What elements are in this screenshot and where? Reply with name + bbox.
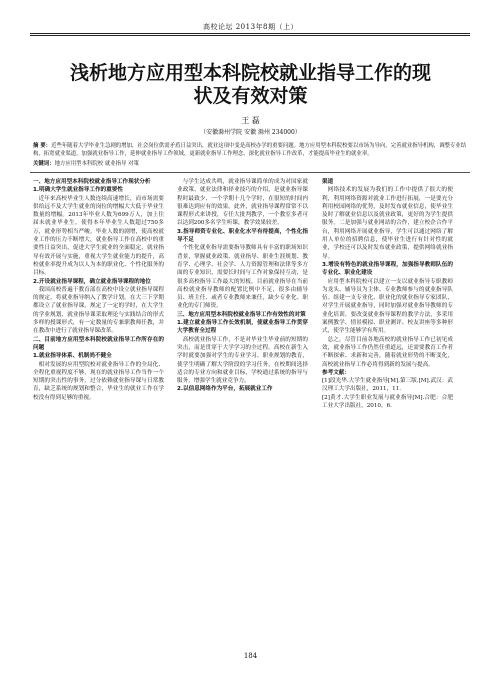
abstract-label: 摘 要： [33, 143, 52, 149]
abstract [33, 142, 471, 158]
header-rule [30, 33, 470, 34]
subsection-heading: 3.增设有特色的就业指导课程，加强指导教师队伍的专业化、职业化建设 [322, 261, 453, 277]
article-title-line1: 浅析地方应用型本科院校就业指导工作的现 [69, 62, 431, 84]
paragraph: 个性化就业指导需要指导教师具有丰富的职场知识背景，掌握就业政策、就业指导、职业生涯规划、教育学、心理学、社会学、人力资源管理和法律等多方面的专业知识，需要长时间与工作对象保持互动，是很多高校指导工作最大的短板。目前就业指导在当前高校就业指导教师的配置比例中不足，很多由辅导员、班主任、或者专业教师来兼任，缺少专业化、职业化的专门师资。 [177, 245, 308, 310]
subsection-heading: 2.开设就业指导课程，确立就业指导课程的地位 [33, 278, 151, 285]
reference-item: [2]黄才.大学生职业发展与就业指导[M].合肥：合肥工业大学出版社，2010，6. [322, 394, 453, 410]
body-column-1 [33, 178, 164, 402]
keywords-label: 关键词： [33, 161, 55, 167]
subsection-heading: 1.建立就业指导工作长效机制，使就业指导工作贯穿大学教育全过程 [177, 320, 308, 335]
subsection-heading: 渠道 [322, 179, 334, 185]
body-column-3 [322, 178, 453, 410]
author-name: 王 磊 [241, 116, 260, 125]
subsection-heading: 1.明确大学生就业指导工作的重要性 [33, 187, 123, 194]
paragraph: 相对发展的应用型院校对就业指导工作的全局化、全程化重视程度不够，现在的就业指导工作当作一个短期的突击性的事务，过分依赖就业指导课与日常教育，缺乏系统的规划和整合，毕业生的就业工作在学校没有得到足够的重视。 [33, 361, 164, 401]
reference-item: [1]段光华.大学生就业指导[M].第三版.[M].武汉：武汉理工大学出版社，2011，11. [322, 378, 453, 393]
body-column-2 [177, 178, 308, 394]
subsection-heading: 1.就业指导体系、机制尚不健全 [33, 353, 112, 360]
references-heading: 参考文献： [322, 369, 350, 376]
body-divider [30, 172, 470, 173]
section-heading: 二、目前地方应用型本科院校就业指导工作所存在的问题 [33, 336, 164, 351]
paragraph: 高校就业指导工作，不是对毕业生毕业前的短期的突击，而是贯穿于大学学习的全过程。高校在新生入学时就要加强对学生的专业学习、职业规划的教育，使学生明确了解大学阶段的学习任务，在校期间选择适合的专业方向和就业目标，学校通过系统的指导与服务，增强学生就业竞争力。 [177, 336, 308, 385]
section-heading: 三、地方应用型本科院校就业指导工作有效性的对策 [177, 311, 306, 318]
paragraph: 近年来高校毕业生人数连续高速增长，而市场需要供给远不及大学生就业的岗位的增幅大大低于毕业生数量的增幅。2013年毕业人数为699万人，加上往届未就业毕业生，使得本年毕业生人数超过750多万，就业形势相当严峻。毕业人数的剧增，使高校就业工作的压力不断增大，就业指导工作在高校中的重要性日益突出，促进大学生就业的全面稳定，就业指导有效开展与实施，重视大学生就业能力的提升，高校就业率提升成为以人为本的职业化、个性化服务的目标。 [33, 195, 164, 277]
header-rule-thin [30, 35, 470, 36]
subsection-heading: 3.指导师资专业化、职业化水平有待提高，个性化指导不足 [177, 228, 308, 244]
subsection-heading: 2.以信息网络作为平台，拓展就业工作 [177, 386, 273, 393]
keywords [33, 160, 471, 168]
abstract-text: 近些年随着大学毕业生急剧的增加，社会岗位供需矛盾日益突出，就业这项中变是高校办学的重要问题。地方应用型本科院校要以市场为导向，完善就业指导机构，调整专业结构，拓宽就业渠道，加强就业指导工作，延伸就业指导工作领域，更新就业指导工作理念，深化就业指导工作改革，才能提高毕业生的就业率。 [33, 143, 467, 157]
paragraph: 我国高校普遍于教育部在高校中设立就业指导课程的规定，将就业指导纳入了教学计划。在大三下学期都设立了就业指导课，规定了一定的学时，在大学生的学业规划、就业指导课采取理论与实践结合的形式多样的授课形式，有一定数量的专兼职教师任教，并在教改中进行了就业指导课改革。 [33, 286, 164, 335]
paragraph: 总之，尽管目前各地高校的就业指导工作已初见成效，就业指导工作仍然任重道远，还需要教育工作者不断探索、求新和完善，随着就业形势的不断变化，高校就业指导工作必将得到新的发展与提高。 [322, 336, 453, 368]
section-heading: 一、地方应用型本科院校就业指导工作现状分析 [33, 179, 151, 185]
paragraph: 应用型本科院校可以建立一支以就业指导专职教师为龙头、辅导员为主体、专业教师参与的就业指导队伍。组建一支专业化、职业化的就业指导专家团队，对学生开展就业指导，同时加强对就业指导教师的专业化培训。要改变就业指导课程的教学方法，多采用案例教学、情景模拟、职业测评、校友讲座等多种形式，使学生能够学有所用。 [322, 278, 453, 335]
running-header: 高校论坛 2013年8期（上） [203, 23, 298, 31]
author-affiliation: （安徽滁州学院 安徽 滁州 234000） [200, 129, 301, 136]
paragraph: 网络技术的发展为我们的工作中提供了很大的便利，利用网络资源对就业工作进行拓展，一是要充分利用校园网络的优势，及时发布就业信息，使毕业生及时了解就业信息以及就业政策，更好的为学生提供服务。二是加强与就业网站的合作，建立校企合作平台，利用网络开展就业指导，学生可以通过网络了解用人单位的招聘信息，使毕业生进行有针对性的就业，学校还可以及时发布就业政策，提供网络就业指导。 [322, 187, 453, 260]
page-number: 184 [243, 652, 258, 660]
paragraph: 与学生达成共鸣，就业指导课简单的成为对国家就业政策、就业法律和择业技巧的介绍，是就业指导课程时最致少、一个学期十几个学时，在很短的时间内很难达到应有的效果。此外，就业指导课程常常不以课程形式来讲授，专任大批判教学，一个教室多者可以达到200多名学生听课，教学效果较差。 [177, 179, 308, 227]
article-title-line2: 状及有效对策 [193, 85, 308, 107]
keywords-text: 地方应用型本科院校 就业指导 对策 [54, 161, 139, 167]
